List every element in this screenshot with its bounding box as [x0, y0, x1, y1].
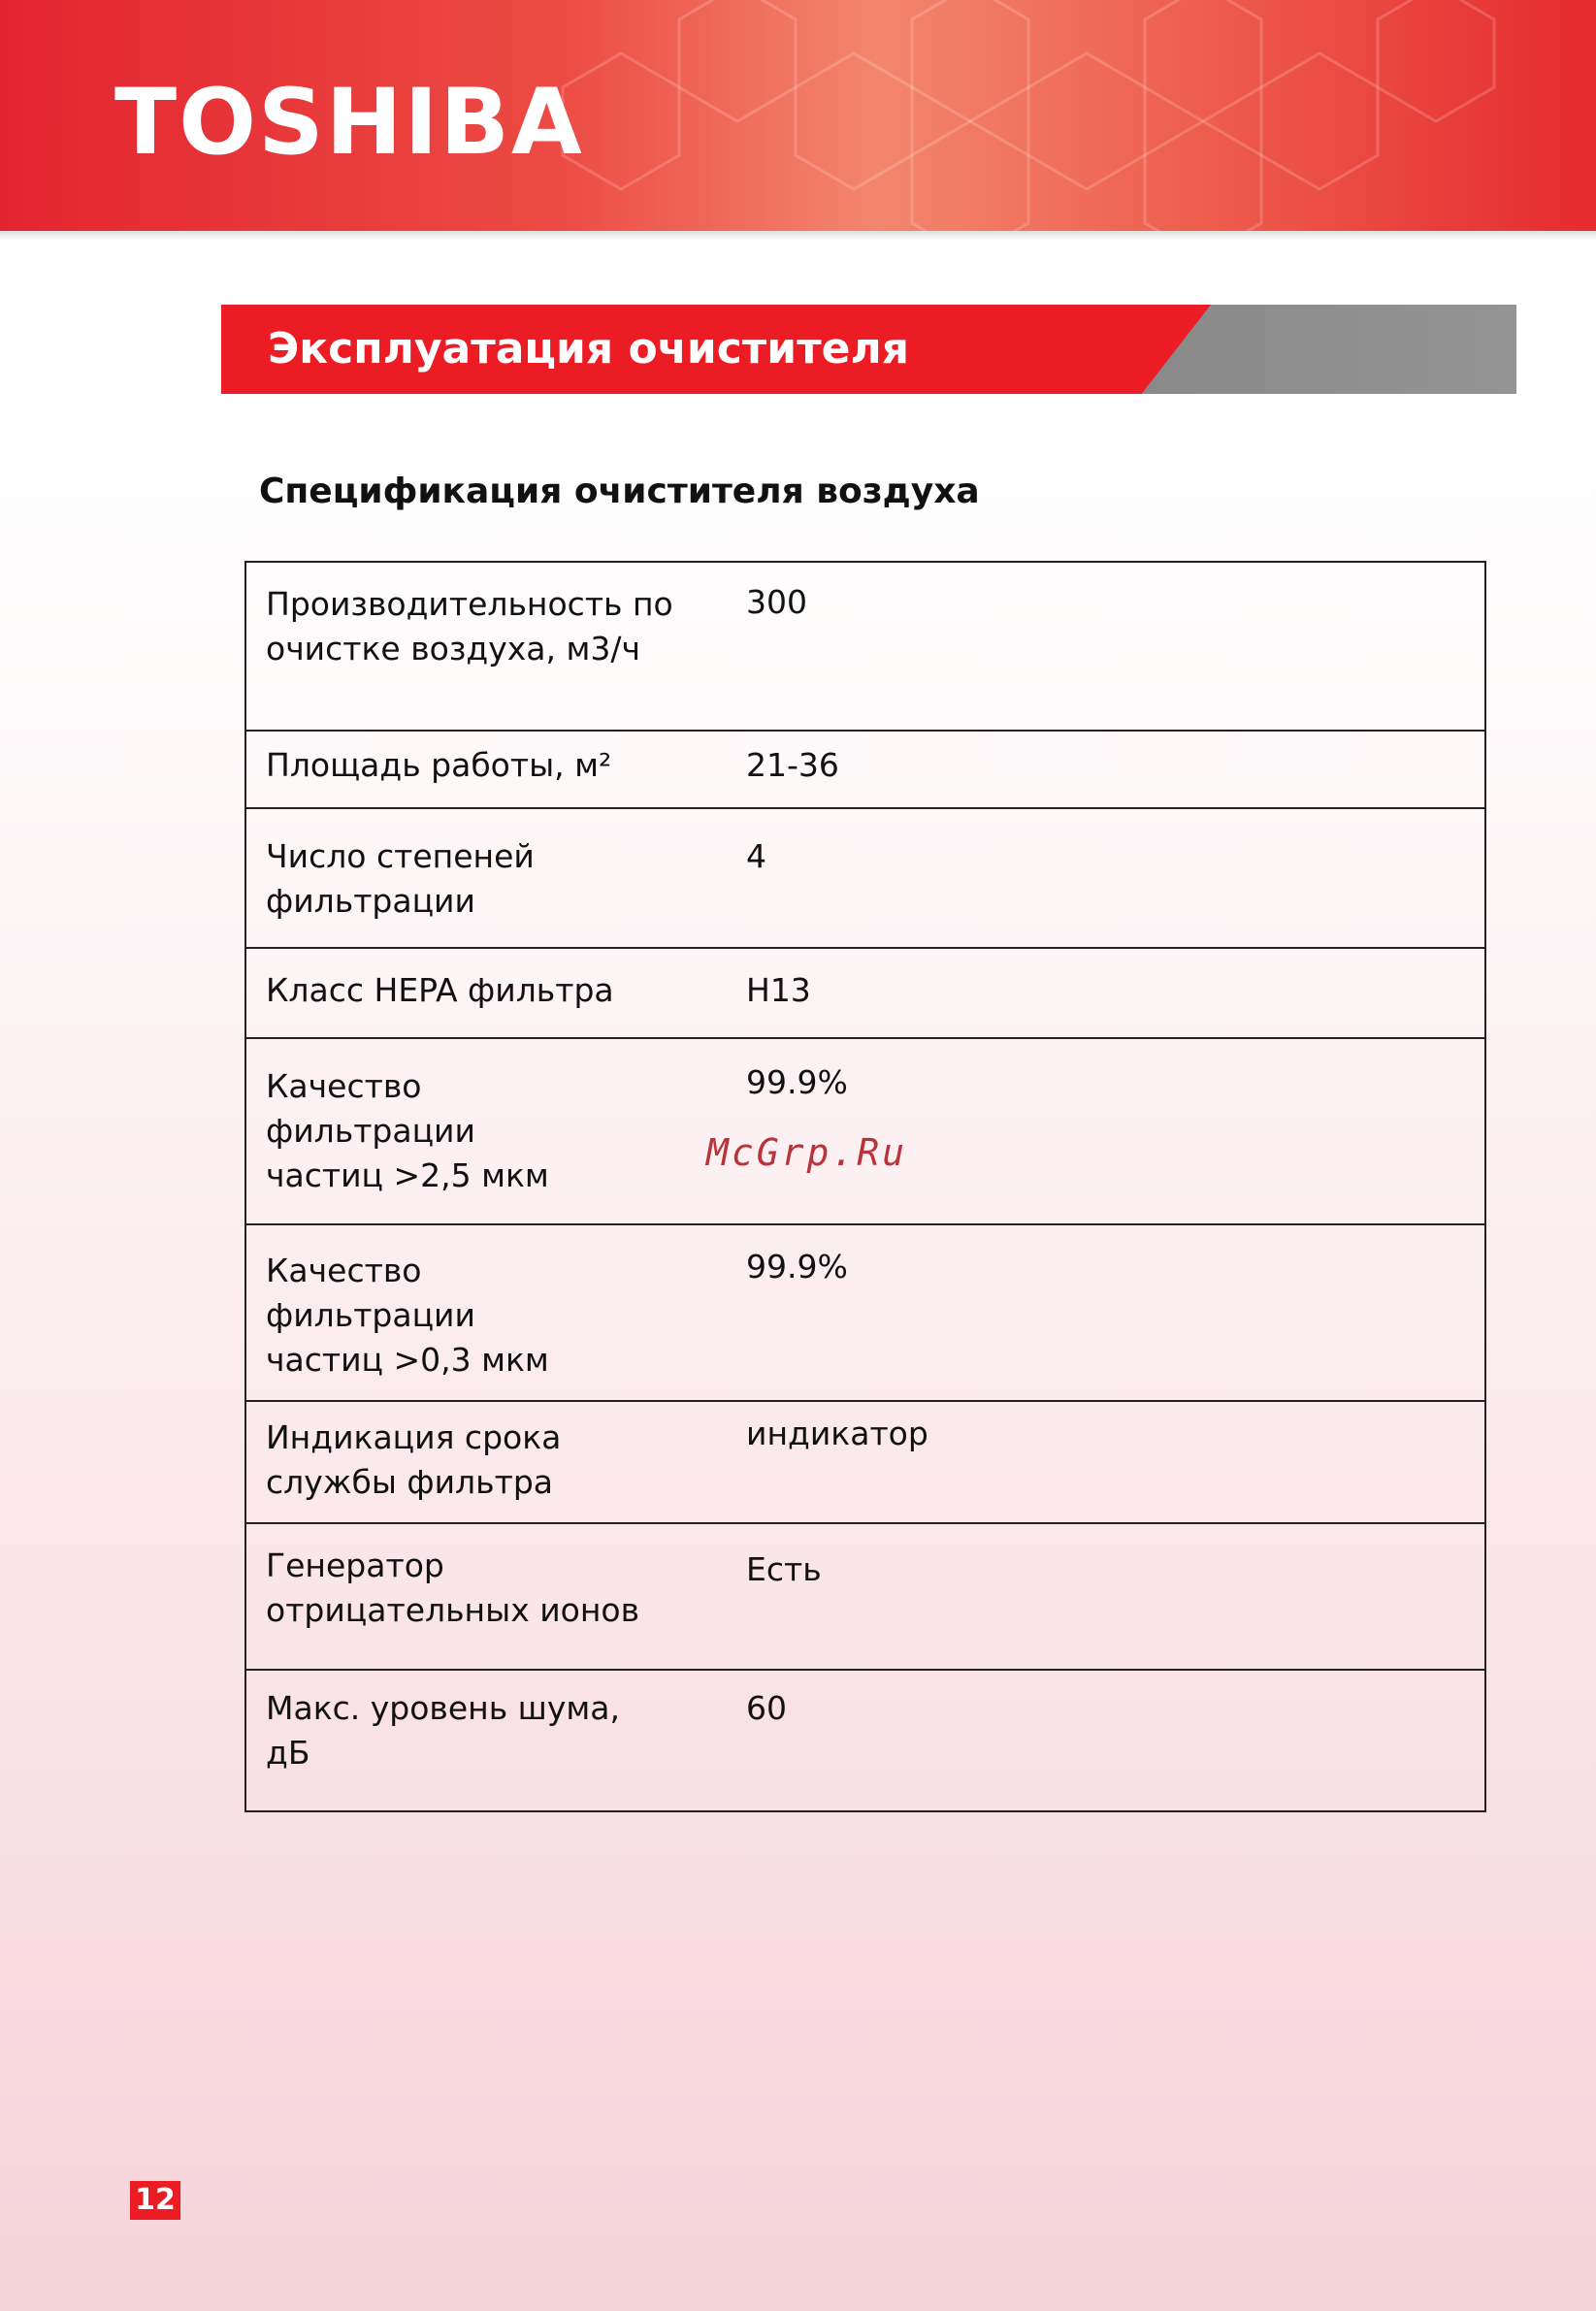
- spec-label: Качество фильтрации частиц >2,5 мкм: [266, 1067, 549, 1194]
- section-title: Эксплуатация очистителя: [268, 324, 909, 374]
- spec-value: H13: [746, 971, 811, 1009]
- spec-label: Число степеней фильтрации: [266, 837, 535, 920]
- spec-value: 99.9%: [746, 1063, 848, 1101]
- spec-value: 99.9%: [746, 1248, 848, 1286]
- spec-row-noise: [246, 1671, 1484, 1812]
- spec-label: Качество фильтрации частиц >0,3 мкм: [266, 1252, 549, 1379]
- toshiba-logo: TOSHIBA: [114, 70, 584, 176]
- spec-row-filtration-0-3: [246, 1225, 1484, 1402]
- header-band: [0, 0, 1596, 231]
- spec-row-hepa-class: [246, 949, 1484, 1039]
- page-number: 12: [130, 2181, 180, 2220]
- spec-row-stages: [246, 809, 1484, 949]
- spec-label: Площадь работы, м²: [266, 746, 612, 784]
- spec-label: Генератор отрицательных ионов: [266, 1546, 640, 1629]
- spec-label: Индикация срока службы фильтра: [266, 1418, 562, 1501]
- spec-label: Макс. уровень шума, дБ: [266, 1689, 621, 1772]
- spec-value: 60: [746, 1689, 787, 1727]
- spec-row-ion-generator: [246, 1524, 1484, 1671]
- spec-value: Есть: [746, 1550, 822, 1588]
- spec-row-capacity: [246, 563, 1484, 732]
- spec-value: 300: [746, 583, 807, 621]
- spec-value: 21-36: [746, 746, 839, 784]
- spec-label: Класс HEPA фильтра: [266, 971, 614, 1009]
- spec-value: 4: [746, 837, 766, 875]
- spec-row-filter-indicator: [246, 1402, 1484, 1524]
- spec-value: индикатор: [746, 1415, 928, 1452]
- header-shadow: [0, 231, 1596, 241]
- section-bar: [221, 305, 1516, 394]
- watermark: McGrp.Ru: [706, 1131, 908, 1174]
- spec-table: [244, 561, 1486, 1812]
- spec-subtitle: Спецификация очистителя воздуха: [259, 472, 980, 511]
- spec-label: Производительность по очистке воздуха, м3/ч: [266, 585, 673, 667]
- spec-row-area: [246, 732, 1484, 809]
